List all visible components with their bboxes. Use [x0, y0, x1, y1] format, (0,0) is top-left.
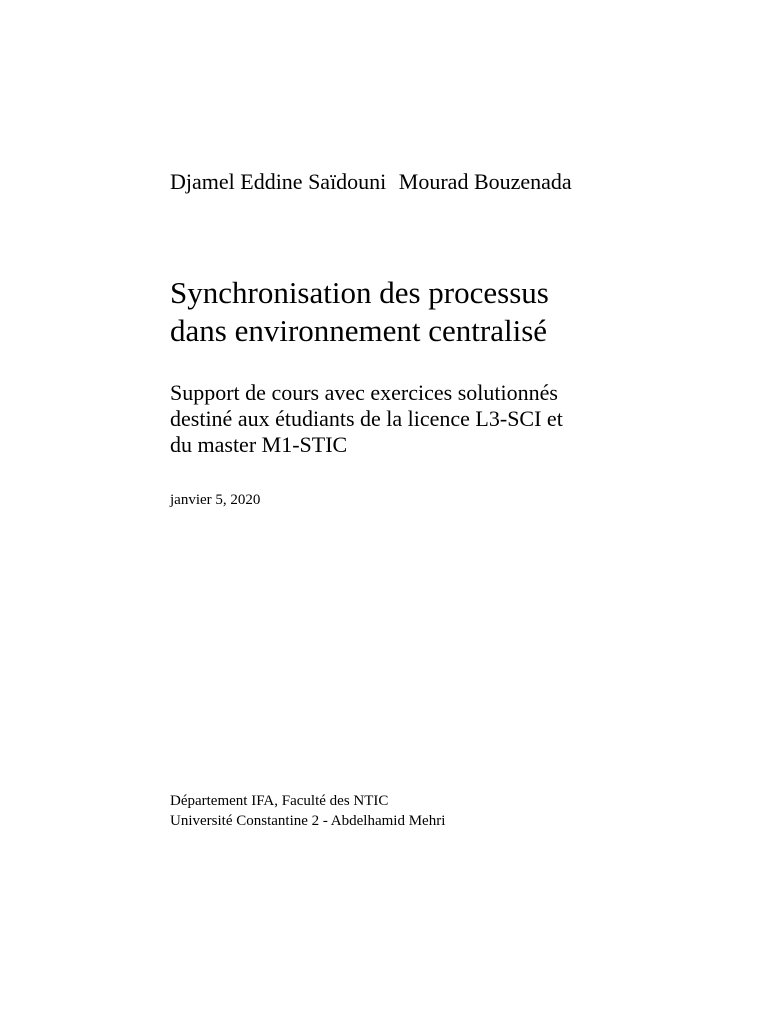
subtitle-line: Support de cours avec exercices solutionnés	[170, 380, 558, 405]
title-line: dans environnement centralisé	[170, 313, 548, 348]
title-line: Synchronisation des processus	[170, 275, 549, 310]
author-name: Djamel Eddine Saïdouni	[170, 169, 387, 194]
author-name: Mourad Bouzenada	[398, 169, 572, 194]
document-title	[170, 274, 730, 350]
document-subtitle	[170, 380, 730, 458]
affiliation-block	[170, 791, 445, 831]
document-date: janvier 5, 2020	[170, 492, 261, 508]
author-list	[170, 168, 572, 196]
subtitle-line: destiné aux étudiants de la licence L3-SCI et	[170, 406, 563, 431]
affiliation-line: Département IFA, Faculté des NTIC	[170, 793, 389, 809]
subtitle-line: du master M1-STIC	[170, 432, 348, 457]
affiliation-line: Université Constantine 2 - Abdelhamid Mehri	[170, 813, 446, 829]
